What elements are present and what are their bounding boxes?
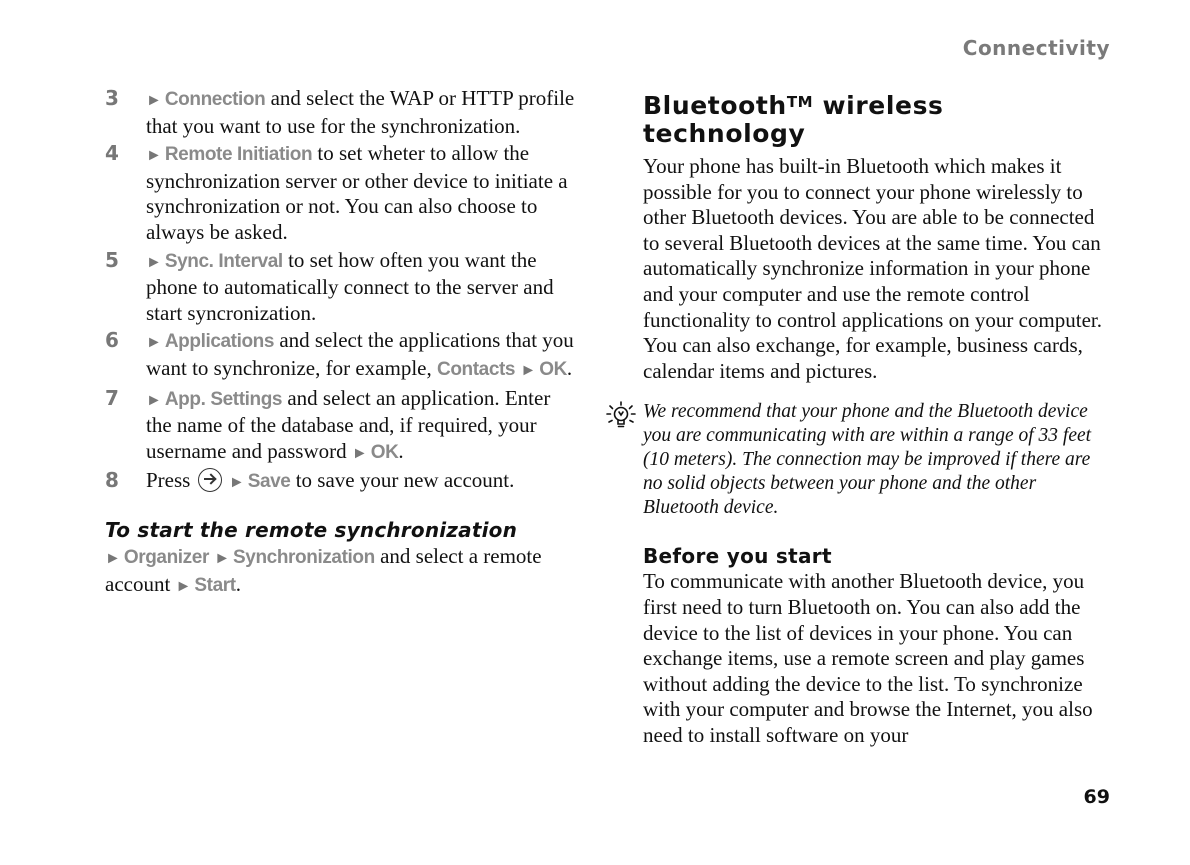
arrow-right-icon: ► — [146, 253, 162, 271]
tip-text: We recommend that your phone and the Bluetooth device you are communicating with are within a range of 33 feet (10 meters). The connection may be improved if there are no solid objects between your phone and the other Bluetooth device. — [643, 401, 1092, 519]
trademark-mark: TM — [786, 93, 814, 111]
remote-sync-heading: To start the remote synchronization — [105, 517, 518, 542]
menu-path-label: Sync. Interval — [164, 250, 283, 272]
arrow-right-icon: ► — [214, 549, 231, 567]
arrow-right-icon: ► — [520, 361, 537, 379]
step-number: 7 — [105, 385, 119, 410]
bluetooth-title-rest: wireless technology — [643, 91, 944, 148]
step-number: 6 — [105, 328, 119, 353]
menu-path-label: Applications — [164, 331, 275, 353]
step-item — [105, 386, 580, 467]
arrow-right-icon: ► — [146, 391, 162, 409]
menu-path-label: Contacts — [437, 358, 516, 380]
menu-path-label: Synchronization — [233, 546, 375, 568]
step-text-end: . — [566, 355, 573, 380]
step-item — [105, 248, 580, 327]
tip-note — [643, 400, 1113, 520]
menu-path-label: Remote Initiation — [164, 144, 313, 166]
arrow-right-icon: ► — [175, 577, 192, 595]
menu-path-label: App. Settings — [164, 388, 283, 410]
section-header: Connectivity — [962, 36, 1110, 60]
menu-path-label: OK — [539, 358, 567, 380]
step-text: to set wheter to allow the synchronization server or other device to initiate a synchronization or not. You can also choose to always be asked. — [146, 141, 568, 244]
step-text: to save your new account. — [290, 468, 515, 493]
step-text: and select the applications that you want to synchronize, for example, — [146, 328, 574, 380]
before-start-heading: Before you start — [643, 544, 832, 569]
page-number: 69 — [1083, 786, 1110, 808]
menu-path-label: OK — [370, 441, 399, 463]
step-text-end: . — [398, 438, 404, 463]
arrow-right-icon: ► — [146, 92, 162, 109]
step-number: 3 — [105, 86, 119, 110]
menu-path-label: Save — [247, 471, 291, 493]
step-number: 8 — [105, 468, 119, 493]
menu-path-label: Organizer — [123, 546, 209, 568]
bluetooth-body: Your phone has built-in Bluetooth which makes it possible for you to connect your phone wirelessly to other Bluetooth devices. You are able to be connected to several Bluetooth devices at the same time. You can automatically synchronize information in your phone and your computer and use the remote control functionality to control applications on your computer. You can also exchange, for example, business cards, calendar items and pictures. — [643, 154, 1102, 383]
step-item — [105, 141, 580, 245]
back-key-icon — [198, 468, 222, 492]
step-text: Press — [146, 468, 196, 493]
step-number: 4 — [105, 141, 119, 166]
arrow-right-icon: ► — [228, 474, 245, 492]
step-number: 5 — [105, 247, 119, 272]
menu-path-label: Connection — [164, 89, 266, 110]
remote-sync-instructions — [105, 544, 580, 599]
step-item — [105, 328, 580, 383]
step-text: and select an application. Enter the name of the database and, if required, your username and password — [146, 385, 551, 463]
before-start-body: To communicate with another Bluetooth device, you first need to turn Bluetooth on. You can also add the device to the list of devices in your phone. You can exchange items, use a remote screen and play games without adding the device to the list. To synchronize with your computer and browse the Internet, you also need to install software on your — [643, 569, 1093, 747]
arrow-right-icon: ► — [105, 549, 121, 567]
left-column — [105, 86, 580, 599]
right-column — [643, 86, 1113, 749]
remote-sync-text: and select a remote account — [105, 543, 542, 596]
arrow-right-icon: ► — [351, 444, 368, 462]
step-text: and select the WAP or HTTP profile that you want to use for the synchronization. — [146, 86, 575, 138]
remote-sync-end: . — [235, 571, 241, 596]
lightbulb-icon — [605, 400, 637, 432]
step-text: to set how often you want the phone to automatically connect to the server and start syncronization. — [146, 247, 554, 325]
bluetooth-title-word: Bluetooth — [643, 91, 787, 120]
arrow-right-icon: ► — [146, 334, 162, 352]
step-item — [105, 86, 580, 139]
bluetooth-heading — [643, 88, 1113, 148]
step-item — [105, 468, 580, 496]
menu-path-label: Start — [194, 574, 236, 596]
arrow-right-icon: ► — [146, 147, 162, 165]
